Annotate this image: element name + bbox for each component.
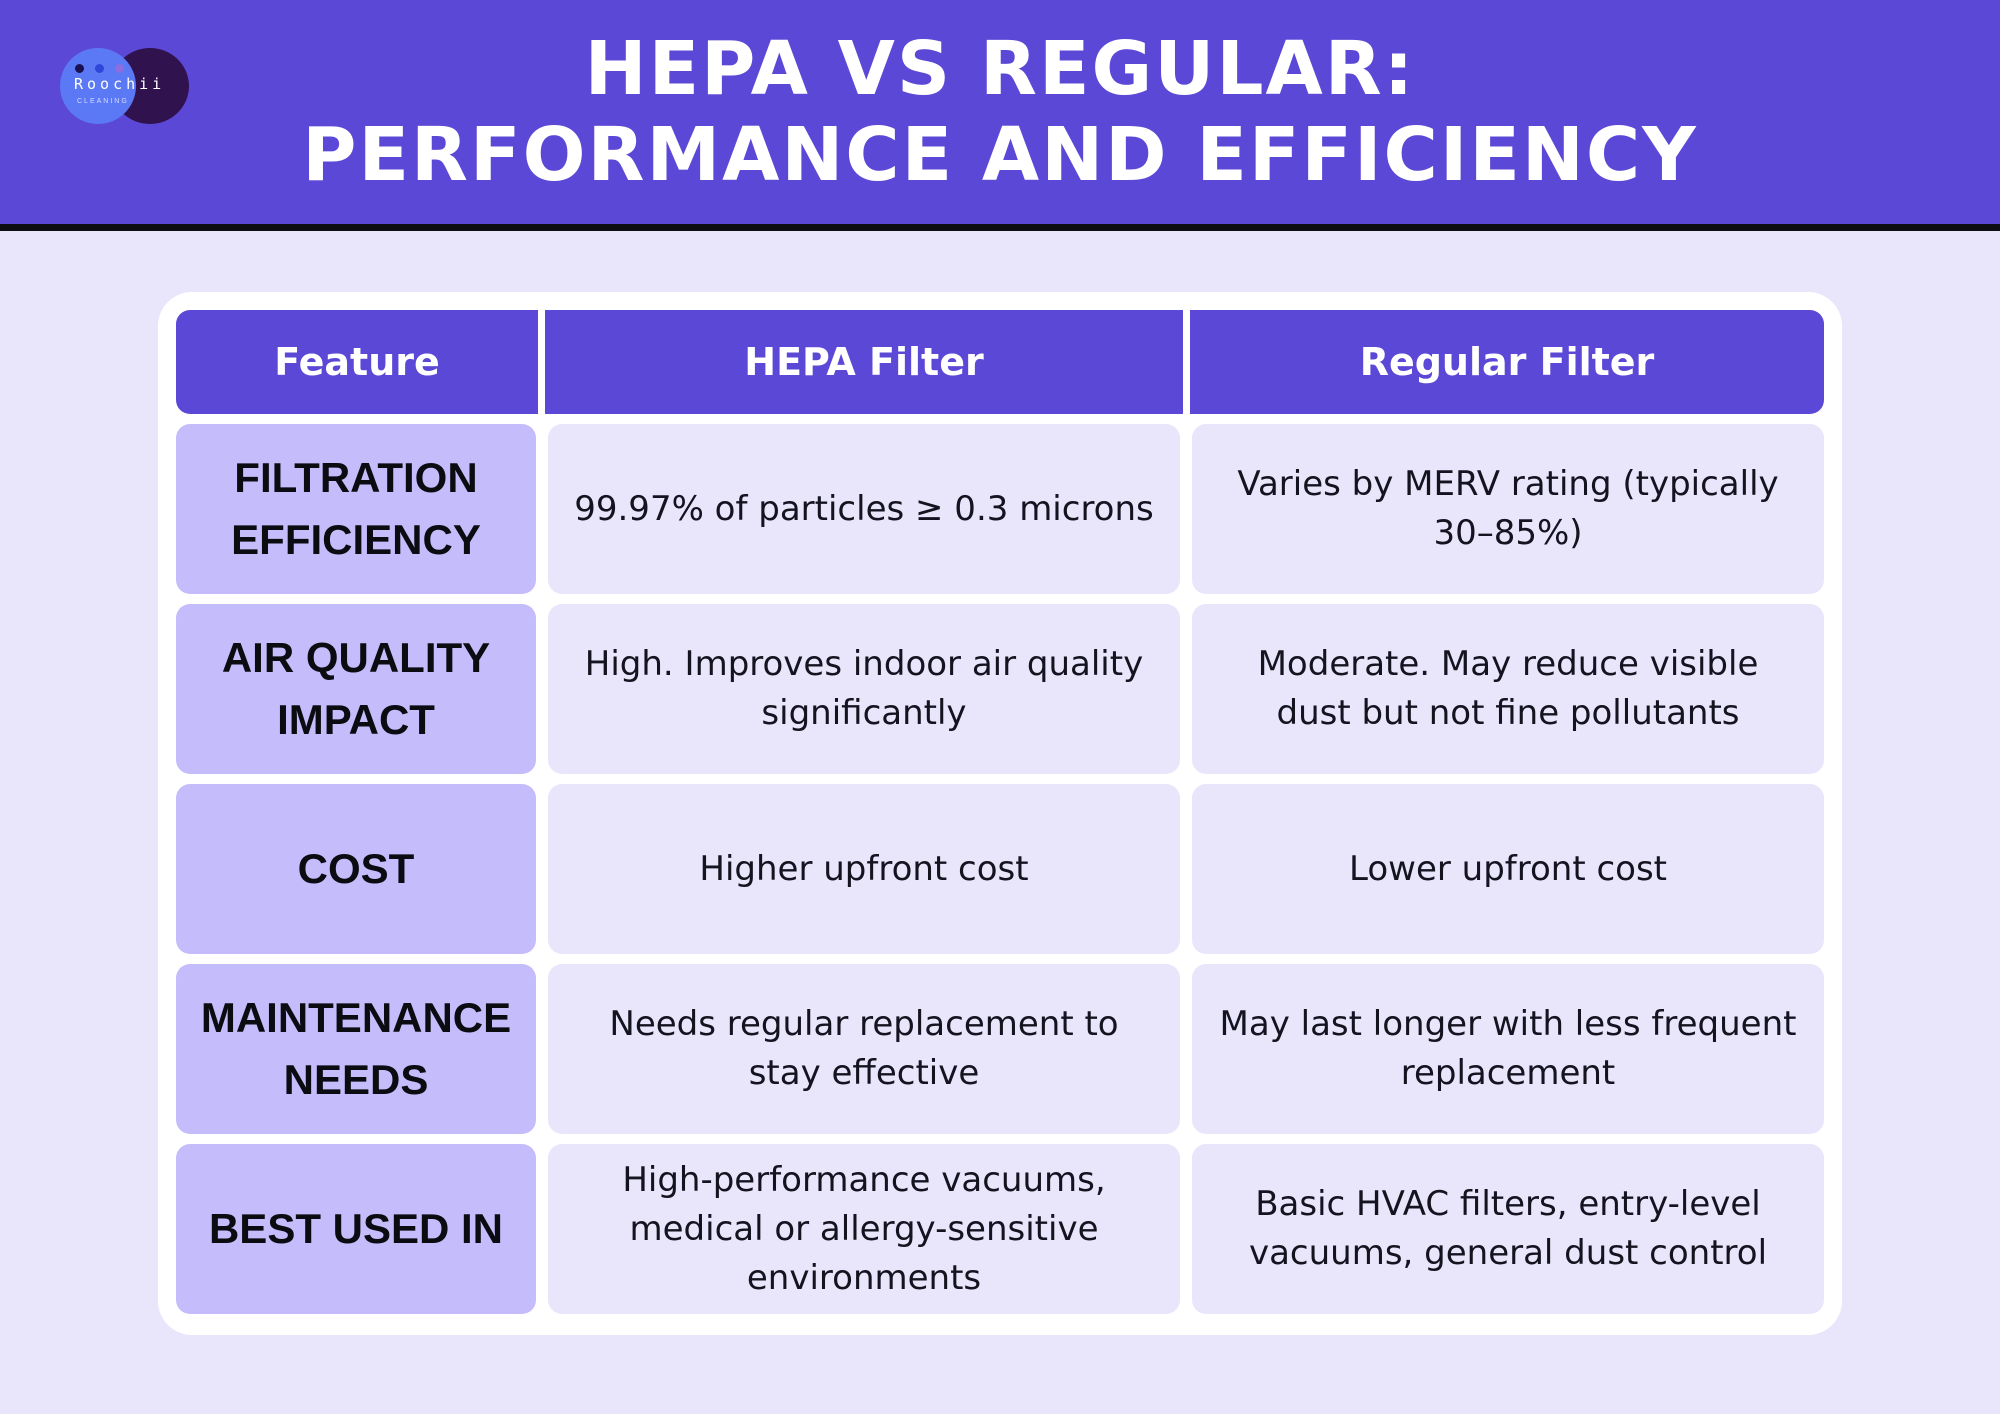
feature-label-cost: COST — [176, 784, 536, 954]
header-banner — [0, 0, 2000, 231]
column-header-regular: Regular Filter — [1190, 310, 1824, 414]
hepa-cell-filtration-efficiency: 99.97% of particles ≥ 0.3 microns — [548, 424, 1180, 594]
title-line-2: PERFORMANCE AND EFFICIENCY — [302, 112, 1698, 198]
page-title — [0, 26, 2000, 198]
regular-cell-filtration-efficiency: Varies by MERV rating (typically 30–85%) — [1192, 424, 1824, 594]
regular-cell-cost: Lower upfront cost — [1192, 784, 1824, 954]
column-header-hepa: HEPA Filter — [545, 310, 1183, 414]
title-line-1: HEPA VS REGULAR: — [584, 26, 1416, 112]
hepa-cell-maintenance-needs: Needs regular replacement to stay effective — [548, 964, 1180, 1134]
feature-label-maintenance-needs: MAINTENANCE NEEDS — [176, 964, 536, 1134]
hepa-cell-air-quality-impact: High. Improves indoor air quality significantly — [548, 604, 1180, 774]
hepa-cell-cost: Higher upfront cost — [548, 784, 1180, 954]
feature-label-filtration-efficiency: FILTRATION EFFICIENCY — [176, 424, 536, 594]
regular-cell-best-used-in: Basic HVAC filters, entry-level vacuums, general dust control — [1192, 1144, 1824, 1314]
regular-cell-air-quality-impact: Moderate. May reduce visible dust but not fine pollutants — [1192, 604, 1824, 774]
logo-subtitle-text: CLEANING — [77, 98, 129, 105]
feature-label-best-used-in: BEST USED IN — [176, 1144, 536, 1314]
column-header-feature: Feature — [176, 310, 538, 414]
feature-label-air-quality-impact: AIR QUALITY IMPACT — [176, 604, 536, 774]
logo-brand-text: Roochii — [74, 75, 166, 93]
hepa-cell-best-used-in: High-performance vacuums, medical or allergy-sensitive environments — [548, 1144, 1180, 1314]
regular-cell-maintenance-needs: May last longer with less frequent replacement — [1192, 964, 1824, 1134]
